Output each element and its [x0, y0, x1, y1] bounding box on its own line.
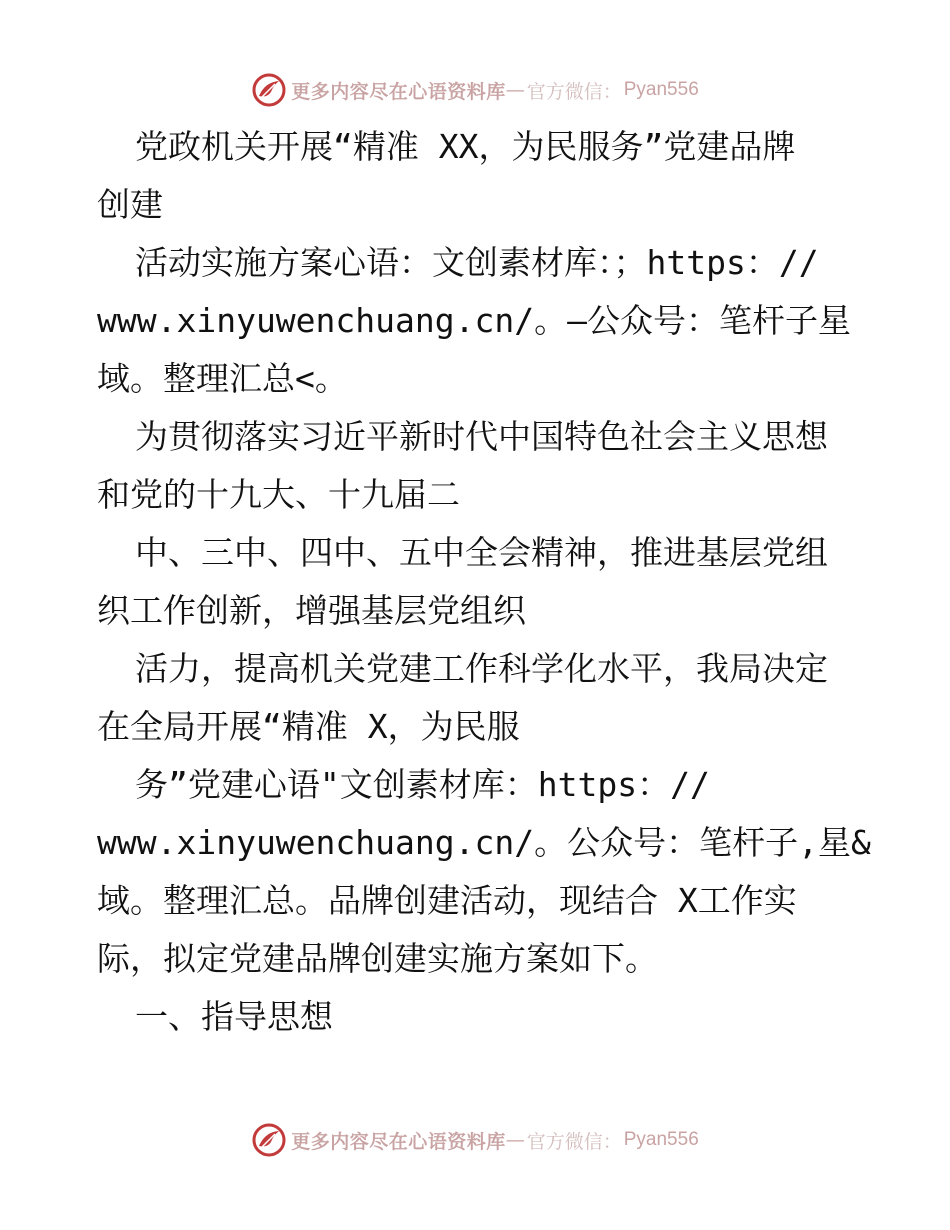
- wechat-label: 官方微信：: [526, 80, 622, 103]
- paragraph-line: 为贯彻落实习近平新时代中国特色社会主义思想: [135, 417, 828, 456]
- paragraph-line: 际，拟定党建品牌创建实施方案如下。: [97, 939, 658, 978]
- paragraph-line: 域。整理汇总。品牌创建活动，现结合 X工作实: [97, 881, 797, 920]
- title-line-1: 党政机关开展“精准 XX，为民服务”党建品牌: [135, 127, 796, 166]
- paragraph-line: 在全局开展“精准 X，为民服: [97, 707, 520, 746]
- paragraph-line: 中、三中、四中、五中全会精神，推进基层党组: [135, 533, 828, 572]
- logo-icon: [251, 1122, 287, 1158]
- banner-text: 更多内容尽在心语资料库: [291, 80, 506, 103]
- wechat-id: Pyan556: [623, 79, 699, 100]
- paragraph-line: 活力，提高机关党建工作科学化水平，我局决定: [135, 649, 828, 688]
- header-banner: [0, 70, 950, 110]
- wechat-id: Pyan556: [623, 1129, 699, 1150]
- paragraph-line: 务”党建心语"文创素材库：https：//: [135, 765, 710, 804]
- paragraph-line: 织工作创新，增强基层党组织: [97, 591, 526, 630]
- banner-separator: —: [505, 1129, 525, 1151]
- logo-icon: [251, 72, 287, 108]
- paragraph-line: 和党的十九大、十九届二: [97, 475, 460, 514]
- wechat-label: 官方微信：: [526, 1130, 622, 1153]
- paragraph-line: www.xinyuwenchuang.cn/。公众号：笔杆子,星&: [97, 823, 871, 862]
- document-body: [97, 118, 871, 1046]
- banner-text: 更多内容尽在心语资料库: [291, 1130, 506, 1153]
- section-heading: 一、指导思想: [135, 997, 333, 1036]
- banner-separator: —: [505, 79, 525, 101]
- paragraph-line: www.xinyuwenchuang.cn/。—公众号：笔杆子星: [97, 301, 851, 340]
- footer-banner: [0, 1120, 950, 1160]
- paragraph-line: 域。整理汇总<。: [97, 359, 348, 398]
- paragraph-line: 活动实施方案心语：文创素材库：；https：//: [135, 243, 819, 282]
- title-line-2: 创建: [97, 185, 163, 224]
